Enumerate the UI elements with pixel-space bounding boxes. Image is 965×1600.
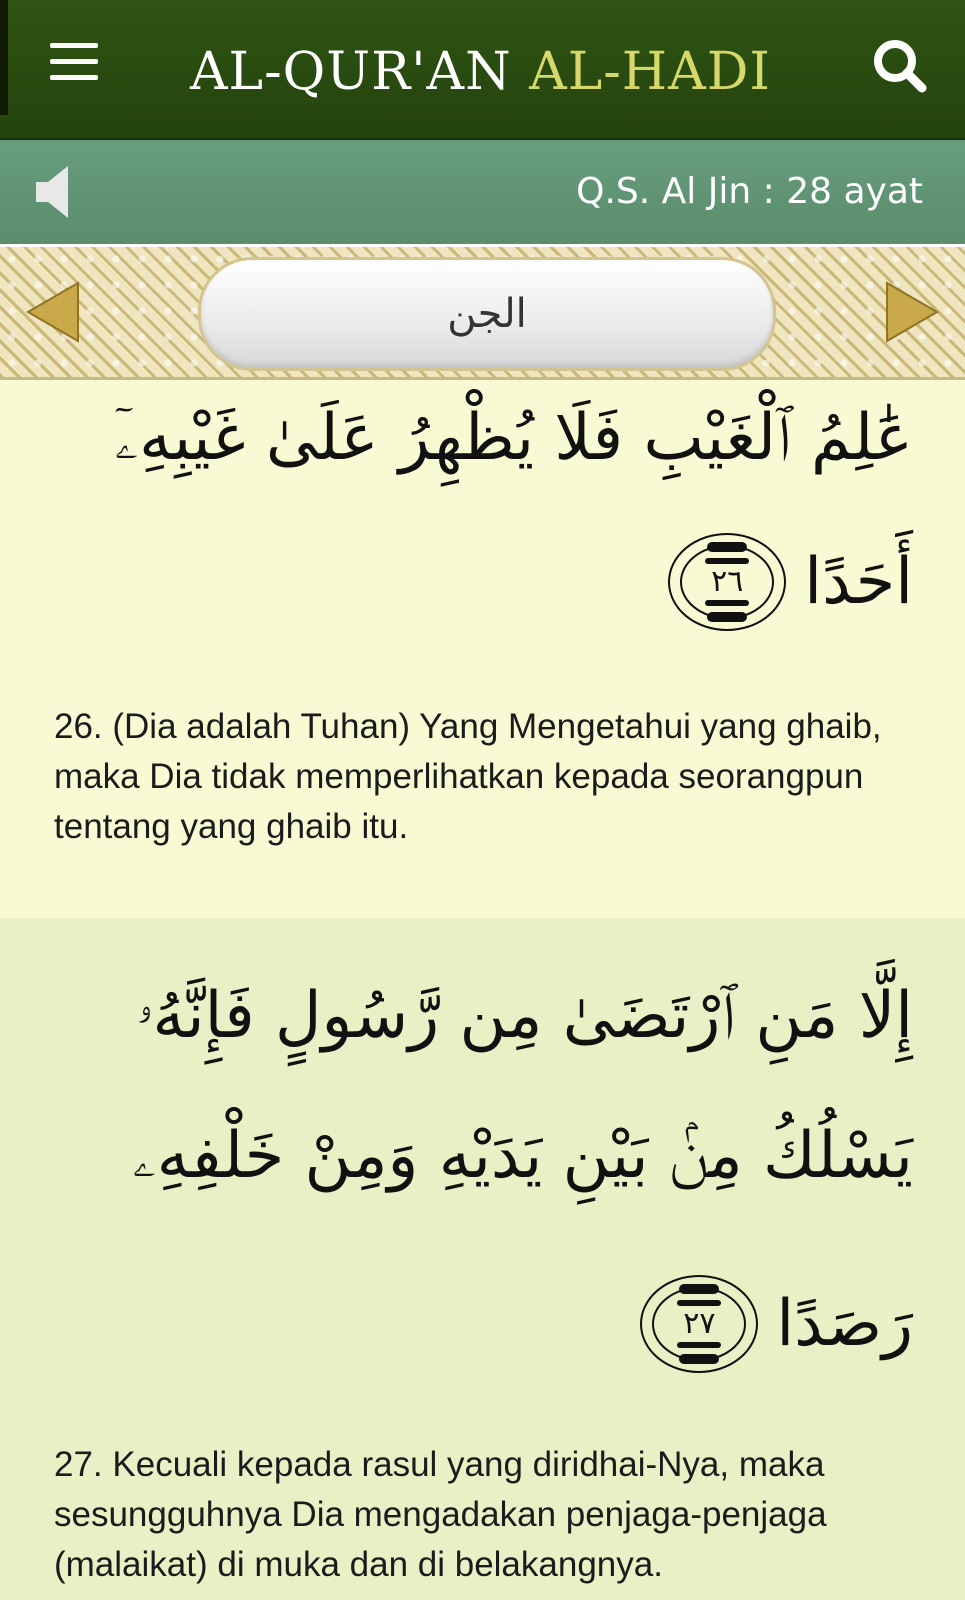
verse-translation: 26. (Dia adalah Tuhan) Yang Mengetahui yang ghaib, maka Dia tidak memperlihatkan kepada seorangpun tentang yang ghaib itu. bbox=[54, 707, 882, 846]
ayah-number-marker bbox=[664, 528, 790, 636]
search-button[interactable] bbox=[870, 36, 930, 96]
surah-name-title: الجن bbox=[198, 257, 776, 371]
surah-info-text: Q.S. Al Jin : 28 ayat bbox=[576, 171, 923, 212]
arabic-text-last-line bbox=[664, 528, 913, 636]
arabic-text-last-line bbox=[636, 1270, 913, 1378]
ayah-number: ٢٧ bbox=[683, 1306, 716, 1341]
hamburger-menu-icon bbox=[50, 43, 98, 48]
hamburger-menu-icon-bar bbox=[50, 75, 98, 80]
verse-item[interactable] bbox=[0, 380, 965, 918]
drawer-edge[interactable] bbox=[0, 0, 8, 115]
arabic-text-line: يَسْلُكُ مِنۢ بَيْنِ يَدَيْهِ وَمِنْ خَلْفِهِۦ bbox=[132, 1119, 913, 1193]
ayah-number: ٢٦ bbox=[711, 564, 744, 599]
verse-translation: 27. Kecuali kepada rasul yang diridhai-Nya, maka sesungguhnya Dia mengadakan penjaga-penjaga (malaikat) di muka dan di belakangnya. bbox=[54, 1445, 827, 1584]
speaker-icon bbox=[30, 162, 80, 222]
arabic-last-word: أَحَدًا bbox=[804, 545, 913, 619]
menu-button[interactable] bbox=[46, 40, 102, 84]
search-icon bbox=[870, 36, 930, 96]
surah-info-bar bbox=[0, 140, 965, 247]
audio-button[interactable] bbox=[30, 162, 80, 222]
surah-banner bbox=[0, 247, 965, 380]
arabic-last-word: رَصَدًا bbox=[776, 1287, 913, 1361]
app-title-part2: AL-HADI bbox=[529, 42, 771, 102]
app-title-part1: AL-QUR'AN bbox=[190, 42, 530, 102]
arrow-left-icon bbox=[20, 279, 80, 345]
verse-item[interactable] bbox=[0, 918, 965, 1600]
previous-surah-button[interactable] bbox=[20, 279, 80, 345]
arabic-text-line: إِلَّا مَنِ ٱرْتَضَىٰ مِن رَّسُولٍ فَإِنَّهُۥ bbox=[136, 979, 913, 1053]
arabic-text-line: عَٰلِمُ ٱلْغَيْبِ فَلَا يُظْهِرُ عَلَىٰ غَيْبِهِۦٓ bbox=[114, 401, 913, 475]
ayah-number-marker bbox=[636, 1270, 762, 1378]
app-title bbox=[190, 32, 830, 112]
arrow-right-icon bbox=[885, 279, 945, 345]
next-surah-button[interactable] bbox=[885, 279, 945, 345]
hamburger-menu-icon-bar bbox=[50, 59, 98, 64]
app-bar bbox=[0, 0, 965, 140]
